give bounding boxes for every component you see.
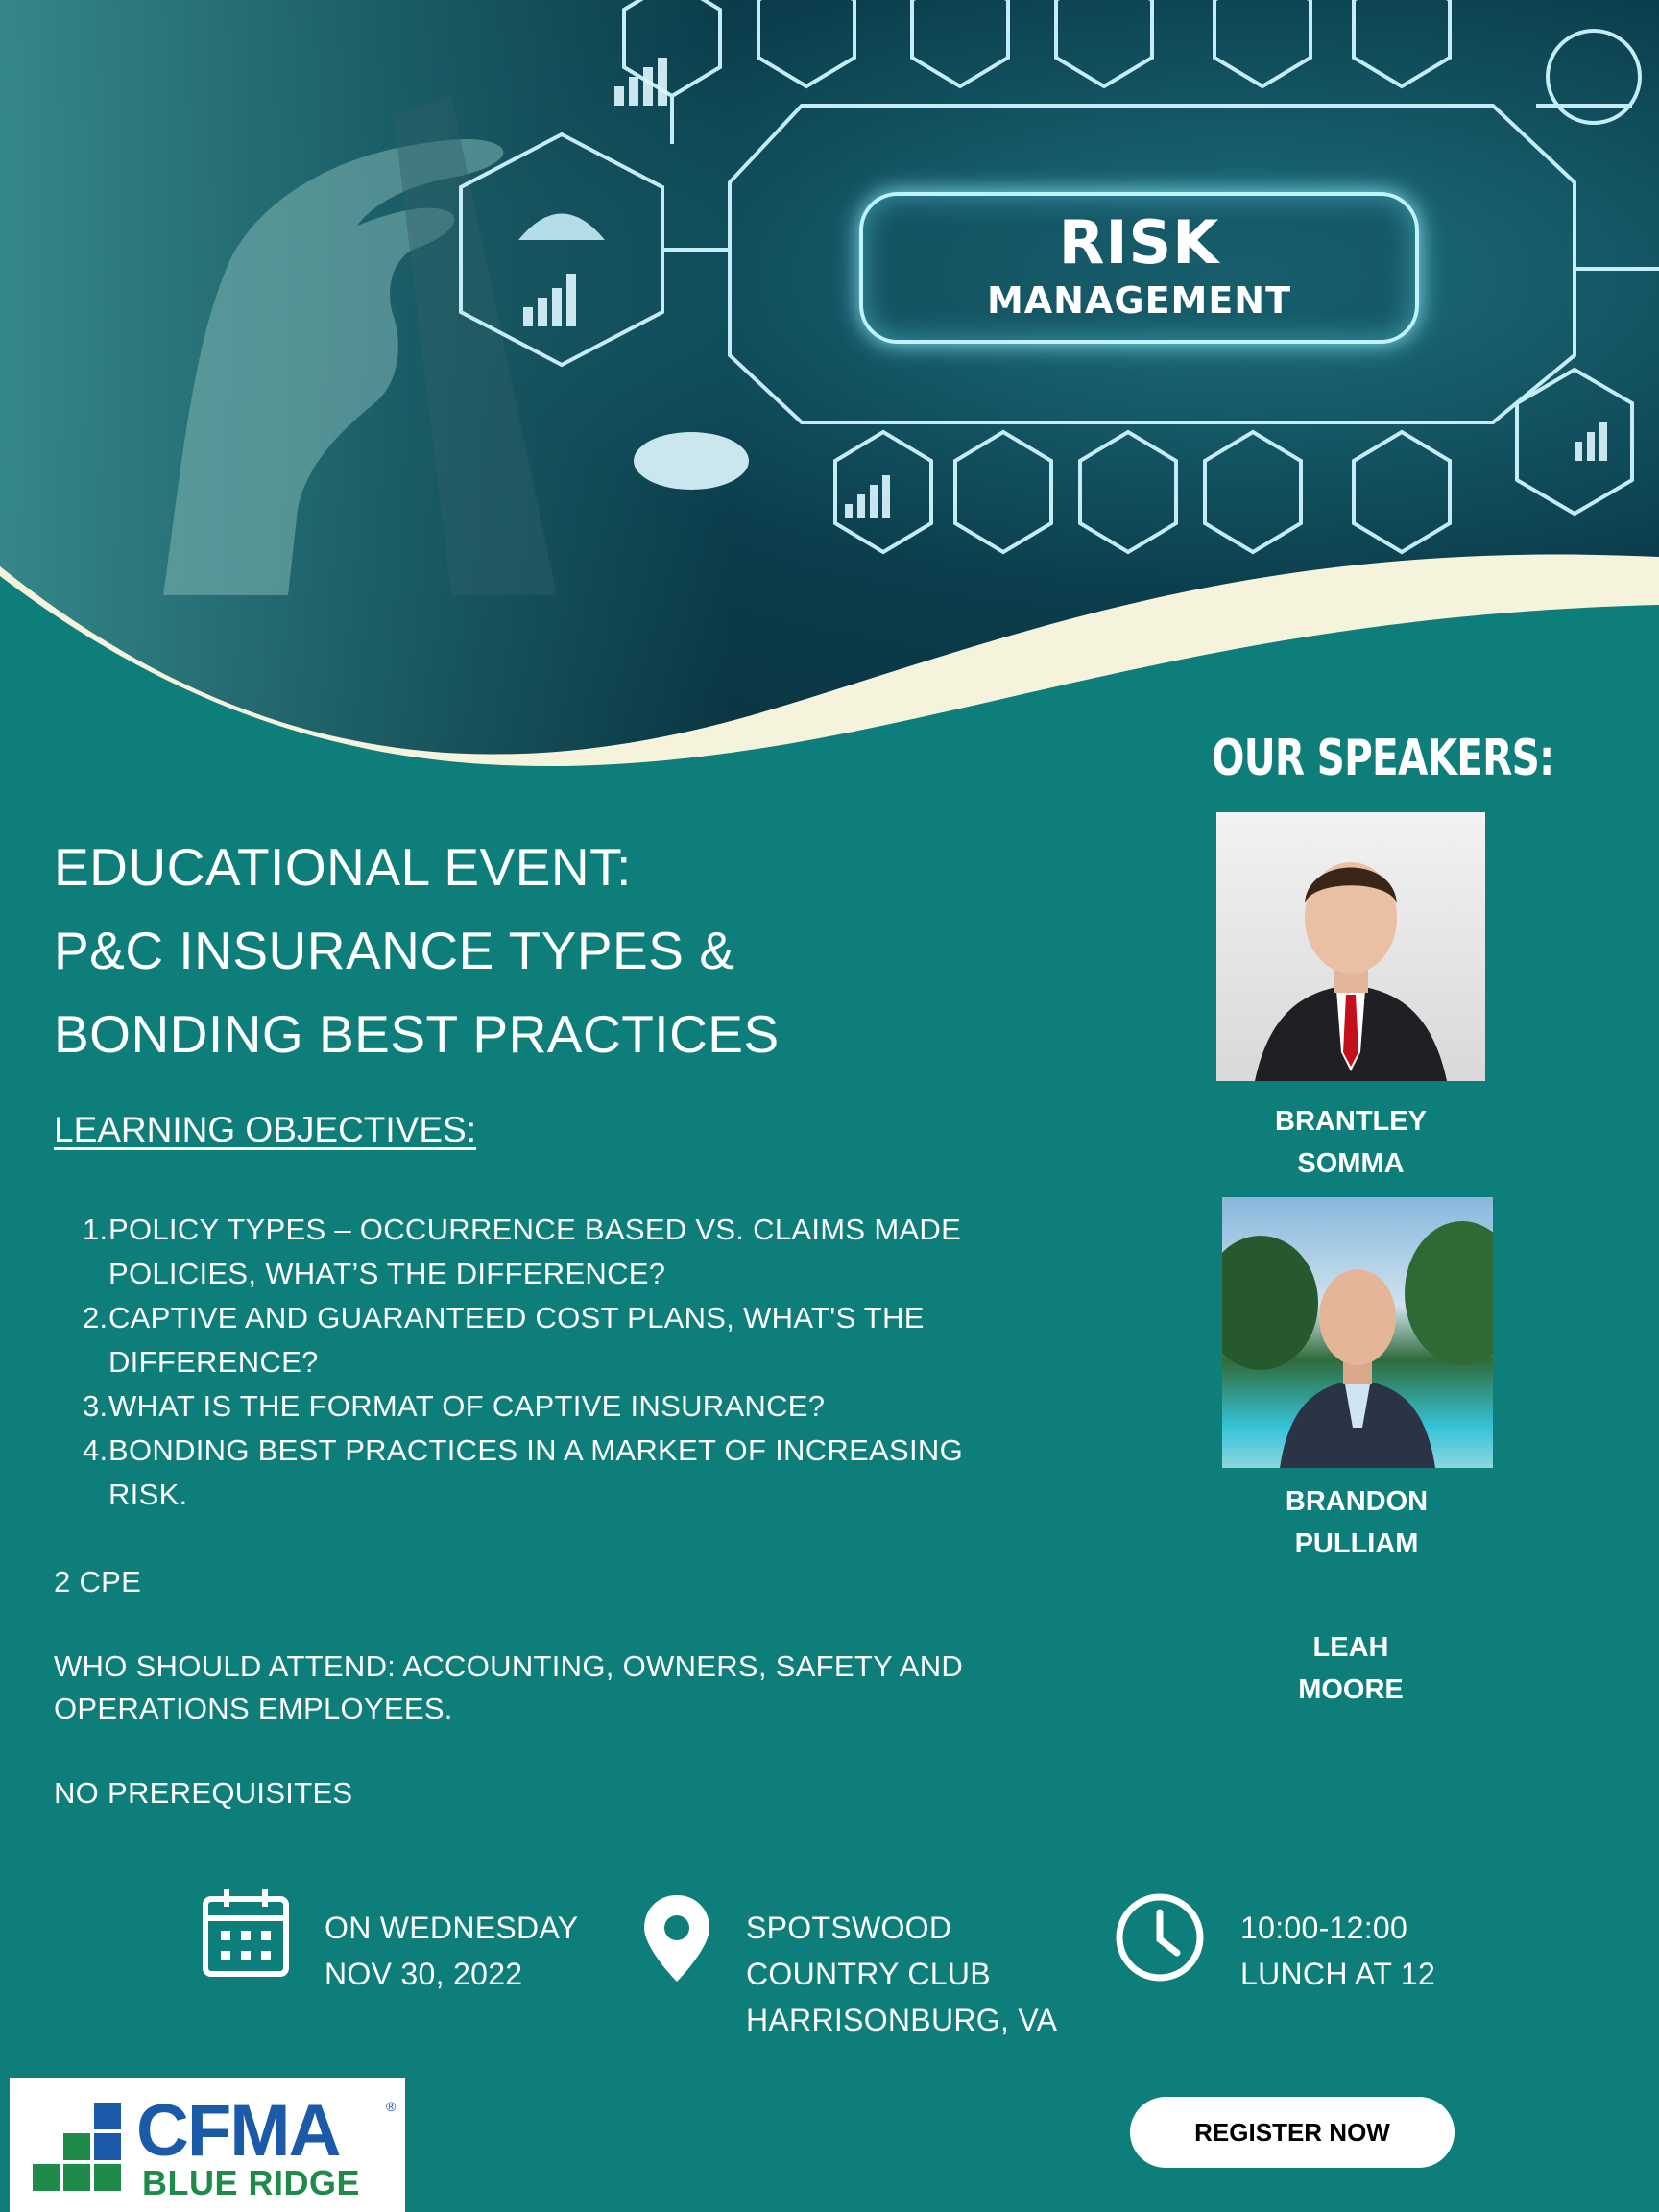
risk-subtitle: MANAGEMENT [986,279,1292,322]
objective-text: WHAT IS THE FORMAT OF CAPTIVE INSURANCE? [108,1389,826,1423]
event-location: SPOTSWOOD COUNTRY CLUB HARRISONBURG, VA [746,1911,1058,2037]
objective-item [54,1208,1014,1296]
objective-number: 4. [83,1433,108,1467]
cfma-squares-icon [33,2103,129,2195]
logo-region: BLUE RIDGE [142,2163,361,2202]
audience-text: WHO SHOULD ATTEND: ACCOUNTING, OWNERS, SAFETY AND OPERATIONS EMPLOYEES. [54,1649,964,1725]
objective-text: BONDING BEST PRACTICES IN A MARKET OF INCREASING RISK. [108,1433,964,1511]
objective-number: 2. [83,1301,108,1334]
speaker-photo-brandon [1222,1197,1493,1468]
cfma-logo [10,2078,405,2212]
prerequisites-text: NO PREREQUISITES [54,1776,353,1810]
objectives-list [54,1208,1014,1517]
objective-item [54,1384,1014,1429]
objective-text: CAPTIVE AND GUARANTEED COST PLANS, WHAT'S THE DIFFERENCE? [108,1301,925,1379]
speaker-name-3: LEAH MOORE [1298,1632,1404,1705]
register-now-button[interactable]: REGISTER NOW [1130,2097,1455,2168]
objective-item [54,1429,1014,1517]
event-title: EDUCATIONAL EVENT: P&C INSURANCE TYPES & BONDING BEST PRACTICES [54,837,780,1064]
cpe-credits: 2 CPE [54,1565,142,1599]
calendar-icon [202,1887,290,1978]
speakers-heading: OUR SPEAKERS: [1212,730,1554,787]
speaker-name-2: BRANDON PULLIAM [1285,1486,1429,1559]
logo-name: CFMA [136,2090,340,2172]
objective-number: 1. [83,1213,108,1246]
objective-text: POLICY TYPES – OCCURRENCE BASED VS. CLAIMS MADE POLICIES, WHAT’S THE DIFFERENCE? [108,1213,962,1290]
logo-registered-mark: ® [386,2099,397,2114]
hero-banner [0,0,1659,787]
objective-item [54,1296,1014,1384]
location-pin-icon [640,1893,713,1984]
person-portrait-icon [1216,812,1485,1081]
risk-management-badge [859,192,1419,344]
event-date: ON WEDNESDAY NOV 30, 2022 [325,1911,579,1991]
speaker-name-1: BRANTLEY SOMMA [1275,1106,1427,1179]
objective-number: 3. [83,1389,108,1423]
risk-title: RISK [1058,207,1220,277]
speaker-photo-brantley [1216,812,1485,1081]
event-time: 10:00-12:00 LUNCH AT 12 [1240,1911,1436,1991]
person-portrait-icon [1222,1197,1493,1468]
clock-icon [1114,1891,1206,1984]
objectives-heading: LEARNING OBJECTIVES: [54,1110,476,1149]
